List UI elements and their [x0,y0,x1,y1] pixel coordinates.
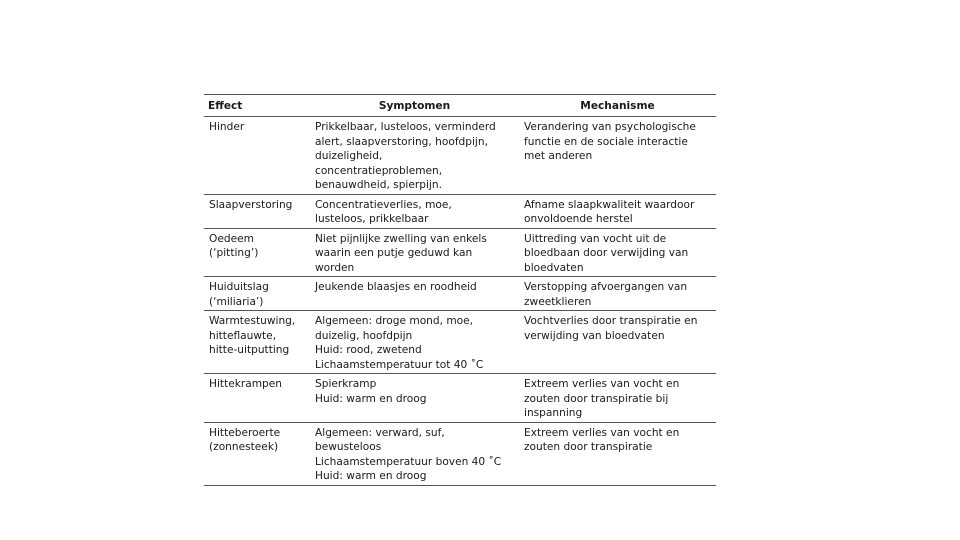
mechanism-cell-line: functie en de sociale interactie [524,135,688,148]
symptoms-cell-line: benauwdheid, spierpijn. [315,179,442,191]
header-effect: Effect [208,99,243,112]
mechanism-cell-line: met anderen [524,150,593,162]
effect-cell-line: Oedeem [209,232,254,245]
symptoms-cell-line: Prikkelbaar, lusteloos, verminderd [315,121,496,133]
effect-cell [204,374,310,423]
symptoms-cell [310,422,519,485]
effect-cell [204,422,310,485]
symptoms-cell-line: duizeligheid, [315,150,383,162]
mechanism-cell [519,422,716,485]
symptoms-cell [310,228,519,277]
effect-cell [204,194,310,228]
mechanism-cell-line: Afname slaapkwaliteit waardoor [524,198,695,211]
heat-effects-table [204,94,716,486]
symptoms-cell-line: bewusteloos [315,441,382,453]
effect-cell [204,311,310,374]
symptoms-cell-line: concentratieproblemen, [315,164,443,177]
table-row [204,117,716,195]
symptoms-cell-line: waarin een putje geduwd kan [315,247,473,259]
effect-cell-line: Hinder [209,121,245,133]
symptoms-cell-line: Huid: warm en droog [315,392,427,405]
table-row [204,422,716,485]
mechanism-cell-line: Uittreding van vocht uit de [524,232,667,245]
mechanism-cell-line: onvoldoende herstel [524,213,633,225]
header-symptoms: Symptomen [378,99,451,112]
effect-cell-line: Hitteberoerte [209,426,281,439]
symptoms-cell-line: Algemeen: verward, suf, [315,426,445,439]
symptoms-cell-line: worden [315,261,355,274]
symptoms-cell-line: lusteloos, prikkelbaar [315,213,429,225]
mechanism-cell [519,228,716,277]
mechanism-cell-line: verwijding van bloedvaten [524,329,665,342]
mechanism-cell-line: Verandering van psychologische [524,121,696,133]
effect-cell-line: (‘miliaria’) [209,295,264,308]
symptoms-cell [310,311,519,374]
symptoms-cell [310,374,519,423]
symptoms-cell-line: Huid: rood, zwetend [315,344,422,356]
table-body [204,117,716,486]
mechanism-cell [519,194,716,228]
symptoms-cell-line: Lichaamstemperatuur tot 40 ˚C [315,358,484,371]
effect-cell [204,117,310,195]
symptoms-cell-line: Niet pijnlijke zwelling van enkels [315,232,487,245]
table-row [204,277,716,311]
mechanism-cell [519,311,716,374]
effect-cell-line: (‘pitting’) [209,247,259,259]
effect-cell-line: Warmtestuwing, [209,315,296,327]
table-row [204,374,716,423]
symptoms-cell [310,117,519,195]
symptoms-cell-line: Spierkramp [315,378,377,390]
mechanism-cell-line: zouten door transpiratie bij [524,392,669,405]
symptoms-cell-line: duizelig, hoofdpijn [315,329,413,342]
symptoms-cell-line: Algemeen: droge mond, moe, [315,315,474,327]
mechanism-cell-line: bloedbaan door verwijding van [524,247,689,259]
symptoms-cell-line: Jeukende blaasjes en roodheid [315,281,477,293]
symptoms-cell [310,277,519,311]
effect-cell-line: (zonnesteek) [209,441,279,453]
symptoms-cell-line: Huid: warm en droog [315,470,427,482]
mechanism-cell-line: bloedvaten [524,261,584,274]
symptoms-cell-line: alert, slaapverstoring, hoofdpijn, [315,135,488,148]
table-header-row [204,95,716,117]
effect-cell-line: hitte-uitputting [209,344,290,356]
mechanism-cell-line: zouten door transpiratie [524,441,653,453]
table-row [204,311,716,374]
table-row [204,194,716,228]
effect-cell [204,228,310,277]
symptoms-cell [310,194,519,228]
mechanism-cell-line: inspanning [524,407,583,419]
mechanism-cell-line: Extreem verlies van vocht en [524,378,680,390]
effect-cell-line: Hittekrampen [209,378,282,390]
symptoms-cell-line: Lichaamstemperatuur boven 40 ˚C [315,455,502,468]
mechanism-cell-line: Vochtverlies door transpiratie en [524,315,698,327]
header-mechanism: Mechanisme [580,99,655,112]
effect-cell-line: hitteflauwte, [209,329,277,342]
mechanism-cell [519,374,716,423]
effect-cell [204,277,310,311]
mechanism-cell-line: Verstopping afvoergangen van [524,281,688,293]
effect-cell-line: Slaapverstoring [209,198,293,211]
mechanism-cell [519,117,716,195]
symptoms-cell-line: Concentratieverlies, moe, [315,198,452,211]
mechanism-cell [519,277,716,311]
mechanism-cell-line: zweetklieren [524,295,592,308]
effect-cell-line: Huiduitslag [209,281,269,293]
table-row [204,228,716,277]
mechanism-cell-line: Extreem verlies van vocht en [524,426,680,439]
